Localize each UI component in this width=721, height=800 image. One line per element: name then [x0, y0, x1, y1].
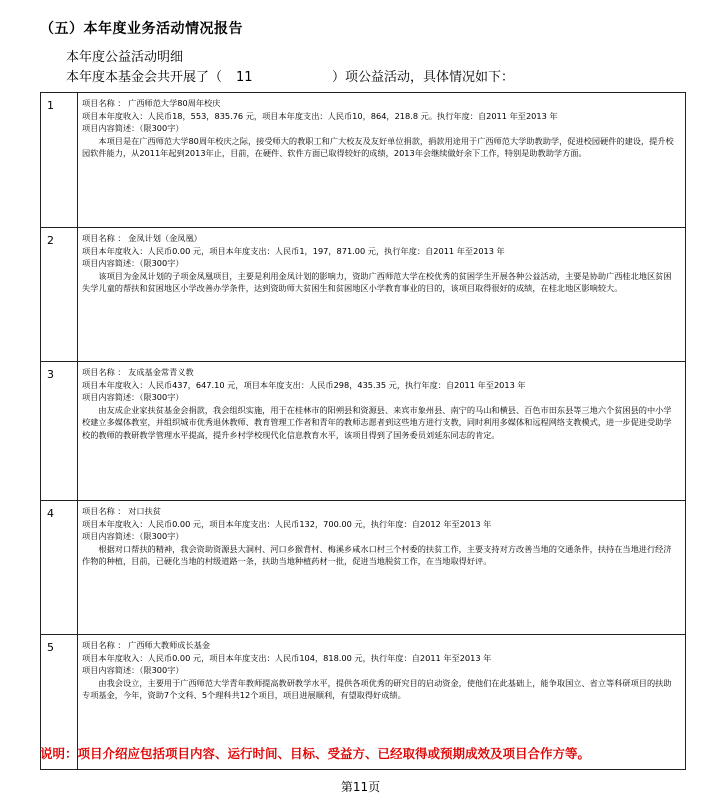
item-number: 4: [41, 501, 78, 635]
item-name: 项目名称 ： 对口扶贫: [82, 506, 161, 516]
item-name: 项目名称 ： 广西师范大学80周年校庆: [82, 98, 221, 108]
item-description: 由友成企业家扶贫基金会捐款，我会组织实施，用于在桂林市的阳朔县和资源县、来宾市象州县、南宁的马山和横县、百色市田东县等三地六个贫困县的中小学校建立多媒体教室，并组织城市优秀退休教师、教育管理工作者和青年的教师志愿者到这些地方进行支教，同时利用多媒体和远程网络支教模式，进一步促进受助学校的教师的教研教学管理水平提高，提升乡村学校现代化信息教育水平，该项目得到了国务委员刘延东同志的肯定。: [82, 404, 672, 440]
item-summary-label: 项目内容简述：（限300字）: [82, 123, 184, 134]
item-content: [78, 93, 686, 228]
table-row: [41, 362, 686, 501]
intro-line-2: [66, 66, 514, 85]
item-summary-label: 项目内容简述：（限300字）: [82, 258, 184, 269]
item-name: 项目名称 ： 友成基金常青义教: [82, 367, 194, 377]
item-content: [78, 362, 686, 501]
explanation-note: 说明：项目介绍应包括项目内容、运行时间、目标、受益方、已经取得或预期成效及项目合作方等。: [40, 746, 591, 761]
item-description: 根据对口帮扶的精神，我会资助资源县大洞村、河口乡猴背村、梅溪乡咸水口村三个村委的扶贫工作，主要支持对方改善当地的交通条件，扶持在当地进行经济作物的种植，目前，已硬化当地的村级道路一条，扶助当地种植药材一批，促进当地脱贫工作，在当地取得好评。: [82, 543, 672, 567]
item-finance: 项目本年度收入：人民币437，647.10 元，项目本年度支出：人民币298，435.35 元，执行年度：自2011 年至2013 年: [82, 379, 526, 390]
item-summary-label: 项目内容简述：（限300字）: [82, 531, 184, 542]
item-summary-label: 项目内容简述：（限300字）: [82, 392, 184, 403]
page-number: 第11页: [340, 780, 381, 794]
item-number: 1: [41, 93, 78, 228]
item-finance: 项目本年度收入：人民币0.00 元，项目本年度支出：人民币104，818.00 元，执行年度：自2011 年至2013 年: [82, 652, 492, 663]
item-number: 2: [41, 228, 78, 362]
intro-line-1: 本年度公益活动明细: [66, 50, 184, 65]
section-title: （五）本年度业务活动情况报告: [40, 21, 243, 37]
intro-prefix: 本年度本基金会共开展了（: [66, 70, 223, 85]
item-finance: 项目本年度收入：人民币0.00 元，项目本年度支出：人民币1，197，871.00 元，执行年度：自2011 年至2013 年: [82, 245, 505, 256]
item-finance: 项目本年度收入：人民币18，553，835.76 元，项目本年度支出：人民币10，864，218.8 元。执行年度：自2011 年至2013 年: [82, 110, 558, 121]
item-finance: 项目本年度收入：人民币0.00 元，项目本年度支出：人民币132，700.00 元，执行年度：自2012 年至2013 年: [82, 518, 492, 529]
item-summary-label: 项目内容简述：（限300字）: [82, 665, 184, 676]
item-description: 由我会设立，主要用于广西师范大学青年教师提高教研教学水平，提供各项优秀的研究目的启动资金，使他们在此基础上，能争取国立、省立等科研项目的扶助专项基金，今年，资助7个文科、5个理科共12个项目，项目进展顺利，有望取得好成绩。: [82, 677, 672, 701]
table-row: [41, 228, 686, 362]
activity-count: 11: [236, 70, 253, 85]
item-description: 该项目为金凤计划的子项金凤凰项目，主要是利用金凤计划的影响力，资助广西师范大学在校优秀的贫困学生开展各种公益活动，主要是协助广西桂北地区贫困失学儿童的帮扶和贫困地区小学改善办学条件，达到资助师大贫困生和贫困地区小学教育事业的目的，该项目取得很好的成绩，在桂北地区影响较大。: [82, 270, 672, 294]
item-name: 项目名称 ： 广西师大教师成长基金: [82, 640, 211, 650]
intro-suffix: ）项公益活动，具体情况如下：: [332, 70, 515, 85]
item-content: [78, 501, 686, 635]
table-row: [41, 501, 686, 635]
activity-table: [40, 92, 686, 770]
item-content: [78, 228, 686, 362]
item-name: 项目名称 ： 金凤计划（金凤凰）: [82, 233, 202, 243]
item-number: 5: [41, 635, 78, 770]
table-row: [41, 93, 686, 228]
item-description: 本项目是在广西师范大学80周年校庆之际，接受师大的教职工和广大校友及友好单位捐款，捐款用途用于广西师范大学助教助学，促进校园硬件的建设，提升校园软件能力，从2011年起到2013年止，目前，在硬件、软件方面已取得较好的成绩，2013年会继续做好余下工作，特别是助教助学方面。: [82, 135, 674, 159]
item-number: 3: [41, 362, 78, 501]
